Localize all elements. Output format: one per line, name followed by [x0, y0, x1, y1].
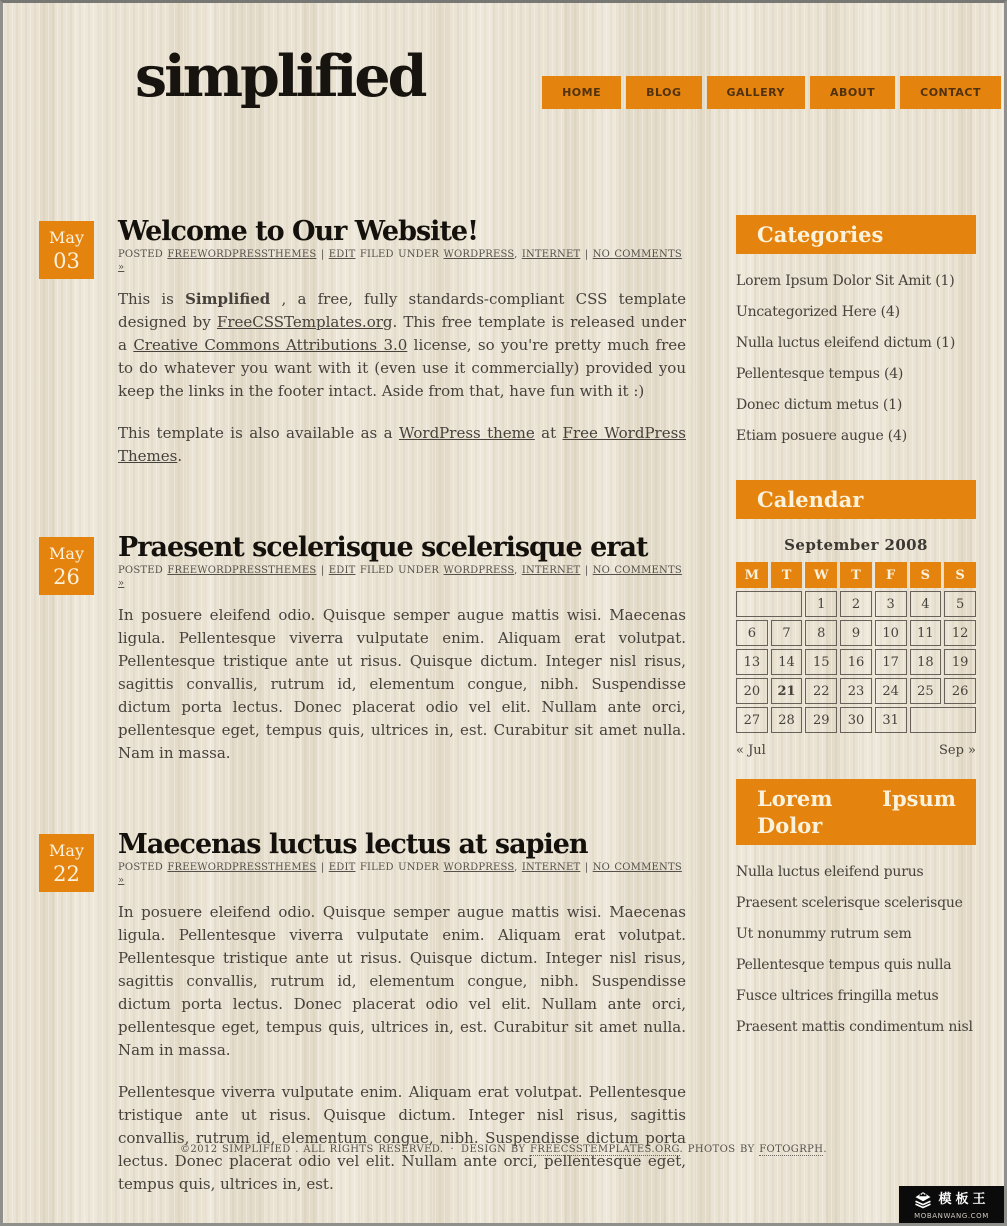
meta-text: POSTED: [118, 565, 168, 576]
footer-text: DESIGN BY: [461, 1144, 531, 1155]
post-date-badge: [39, 221, 94, 279]
post-paragraph: [118, 422, 686, 468]
post-meta: [118, 248, 686, 274]
blogroll-item[interactable]: Nulla luctus eleifend purus: [736, 864, 924, 880]
body-text: This is: [118, 290, 186, 308]
watermark-cn-text: 模板王: [938, 1192, 990, 1207]
post-title[interactable]: Praesent scelerisque scelerisque erat: [118, 532, 648, 563]
calendar-day-cell: 15: [805, 649, 837, 675]
calendar-day-header: F: [875, 562, 907, 588]
meta-text: POSTED: [118, 249, 168, 260]
blogroll-item[interactable]: Praesent mattis condimentum nisl: [736, 1019, 973, 1035]
blogroll-list: [736, 857, 976, 1043]
post-date-month: May: [49, 544, 84, 563]
category-item[interactable]: Donec dictum metus (1): [736, 397, 903, 413]
meta-link[interactable]: FREEWORDPRESSTHEMES: [167, 249, 317, 260]
calendar-day-cell: 28: [771, 707, 803, 733]
nav-contact[interactable]: CONTACT: [900, 76, 1001, 109]
meta-link[interactable]: EDIT: [328, 249, 356, 260]
body-text: at: [534, 424, 563, 442]
blogroll-title-word-ipsum: Ipsum: [882, 786, 956, 811]
calendar-day-cell: 2: [840, 591, 872, 617]
calendar-day-cell: 7: [771, 620, 803, 646]
calendar-body: [736, 591, 976, 733]
meta-text: |: [316, 565, 329, 576]
post-date-badge: [39, 537, 94, 595]
post-paragraph: [118, 1081, 686, 1196]
meta-text: ,: [514, 565, 522, 576]
calendar-head: [736, 562, 976, 588]
calendar-day-cell: 11: [910, 620, 942, 646]
nav-about[interactable]: ABOUT: [810, 76, 895, 109]
body-text: .: [177, 447, 183, 465]
blogroll-item[interactable]: Pellentesque tempus quis nulla: [736, 957, 952, 973]
site-logo[interactable]: simplified: [135, 43, 425, 110]
body-link[interactable]: Creative Commons Attributions 3.0: [133, 336, 408, 354]
meta-text: |: [580, 249, 593, 260]
blogroll-item[interactable]: Praesent scelerisque scelerisque: [736, 895, 963, 911]
calendar-day-header: S: [944, 562, 976, 588]
meta-text: FILED UNDER: [355, 862, 444, 873]
meta-link[interactable]: FREEWORDPRESSTHEMES: [167, 565, 317, 576]
mobanwang-watermark[interactable]: [899, 1186, 1004, 1223]
stacked-layers-icon: [913, 1190, 933, 1210]
blogroll-title-word-lorem: Lorem: [757, 786, 833, 811]
meta-link[interactable]: WORDPRESS: [443, 862, 515, 873]
calendar-day-header: S: [910, 562, 942, 588]
meta-link[interactable]: WORDPRESS: [443, 565, 515, 576]
meta-link[interactable]: INTERNET: [521, 249, 581, 260]
calendar-month-label: September 2008: [784, 536, 928, 554]
calendar-day-cell: 24: [875, 678, 907, 704]
body-text: In posuere eleifend odio. Quisque semper augue mattis wisi. Maecenas ligula. Pellentesque viverra vulputate enim. Aliquam erat volutpat. Pellentesque tristique ante ut risus. Quisque dictum. Integer nisl risus, sagittis convallis, rutrum id, elementum congue, nibh. Suspendisse dictum porta lectus. Donec placerat odio vel elit. Nullam ante orci, pellentesque eget, tempus quis, ultrices in, est. Curabitur sit amet nulla. Nam in massa.: [118, 903, 686, 1059]
watermark-domain-text: MOBANWANG.COM: [914, 1211, 989, 1220]
calendar-day-cell: 17: [875, 649, 907, 675]
footer-text: .: [823, 1144, 827, 1155]
meta-text: POSTED: [118, 862, 168, 873]
post-title[interactable]: Welcome to Our Website!: [118, 216, 478, 247]
calendar-widget: [736, 480, 976, 758]
footer-link[interactable]: FOTOGRPH: [759, 1144, 824, 1155]
category-item[interactable]: Etiam posuere augue (4): [736, 428, 908, 444]
footer-text: . PHOTOS BY: [679, 1144, 760, 1155]
body-text: This template is also available as a: [118, 424, 399, 442]
body-text: license, so you're pretty much free to do whatever you want with it (even use it commercially) provided you keep the links in the footer intact. Aside from that, have fun with it :): [118, 336, 687, 400]
meta-link[interactable]: EDIT: [328, 565, 356, 576]
calendar-day-header: M: [736, 562, 768, 588]
calendar-day-cell: 31: [875, 707, 907, 733]
body-text: , a free, fully standards-compliant CSS template designed by: [118, 290, 686, 331]
blogroll-header: [736, 779, 976, 845]
blogroll-title-line2: Dolor: [757, 813, 823, 838]
calendar-table: [733, 559, 979, 736]
post-paragraph: [118, 901, 686, 1062]
meta-text: ,: [514, 249, 522, 260]
meta-link[interactable]: FREEWORDPRESSTHEMES: [167, 862, 317, 873]
post-paragraph: [118, 288, 686, 403]
sidebar: [736, 215, 976, 1043]
footer-text: ©2012 SIMPLIFIED . ALL RIGHTS RESERVED.: [180, 1144, 444, 1155]
meta-link[interactable]: EDIT: [328, 862, 356, 873]
calendar-day-cell: 12: [944, 620, 976, 646]
post-date-badge: [39, 834, 94, 892]
meta-link[interactable]: NO COMMENTS »: [118, 565, 682, 589]
category-item[interactable]: Pellentesque tempus (4): [736, 366, 904, 382]
body-link[interactable]: WordPress theme: [398, 424, 535, 442]
calendar-day-cell: 6: [736, 620, 768, 646]
calendar-empty-cell: [910, 707, 976, 733]
calendar-day-cell: 4: [910, 591, 942, 617]
meta-link[interactable]: NO COMMENTS »: [118, 862, 682, 886]
meta-text: FILED UNDER: [355, 249, 444, 260]
body-link[interactable]: FreeCSSTemplates.org: [216, 313, 393, 331]
meta-link[interactable]: WORDPRESS: [443, 249, 515, 260]
post-date-month: May: [49, 228, 84, 247]
nav-gallery[interactable]: GALLERY: [707, 76, 805, 109]
body-text: . This free template is released under a: [118, 313, 687, 354]
category-item[interactable]: Uncategorized Here (4): [736, 304, 900, 320]
calendar-day-cell: 14: [771, 649, 803, 675]
body-link[interactable]: Free WordPress Themes: [118, 424, 686, 465]
post-meta: [118, 861, 686, 887]
category-item[interactable]: Nulla luctus eleifend dictum (1): [736, 335, 956, 351]
calendar-day-header: W: [805, 562, 837, 588]
calendar-day-header: T: [840, 562, 872, 588]
post-title[interactable]: Maecenas luctus lectus at sapien: [118, 829, 588, 860]
calendar-day-cell: 23: [840, 678, 872, 704]
post-date-day: 03: [53, 249, 80, 273]
blogroll-widget: [736, 779, 976, 1043]
calendar-day-cell: 29: [805, 707, 837, 733]
footer-separator: ·: [450, 1144, 455, 1155]
post-date-day: 26: [53, 565, 80, 589]
meta-text: |: [316, 249, 329, 260]
body-text: Pellentesque viverra vulputate enim. Aliquam erat volutpat. Pellentesque tristique ante ut risus. Quisque dictum. Integer nisl risus, sagittis convallis, rutrum id, elementum congue, nibh. Suspendisse dictum porta lectus. Donec placerat odio vel elit. Nullam ante orci, pellentesque eget, tempus quis, ultrices in, est.: [118, 1083, 686, 1193]
posts-column: [39, 215, 686, 1226]
calendar-header: Calendar: [736, 480, 976, 519]
meta-link[interactable]: INTERNET: [521, 862, 581, 873]
footer: [3, 1143, 1004, 1157]
main-nav: [542, 76, 1001, 109]
post: [39, 531, 686, 765]
blogroll-item[interactable]: Fusce ultrices fringilla metus: [736, 988, 939, 1004]
calendar-day-cell: 18: [910, 649, 942, 675]
meta-text: |: [580, 565, 593, 576]
body-text: In posuere eleifend odio. Quisque semper augue mattis wisi. Maecenas ligula. Pellentesque viverra vulputate enim. Aliquam erat volutpat. Pellentesque tristique ante ut risus. Quisque dictum. Integer nisl risus, sagittis convallis, rutrum id, elementum congue, nibh. Suspendisse dictum porta lectus. Donec placerat odio vel elit. Nullam ante orci, pellentesque eget, tempus quis, ultrices in, est. Curabitur sit amet nulla. Nam in massa.: [118, 606, 686, 762]
calendar-day-cell: 5: [944, 591, 976, 617]
calendar-empty-cell: [736, 591, 802, 617]
calendar-day-cell: 10: [875, 620, 907, 646]
category-item[interactable]: Lorem Ipsum Dolor Sit Amit (1): [736, 273, 955, 289]
calendar-day-cell: 16: [840, 649, 872, 675]
categories-header: Categories: [736, 215, 976, 254]
calendar-day-cell: 30: [840, 707, 872, 733]
calendar-day-cell: 13: [736, 649, 768, 675]
calendar-day-header: T: [771, 562, 803, 588]
calendar-next-link[interactable]: Sep »: [938, 743, 976, 758]
calendar-day-cell: 8: [805, 620, 837, 646]
bold-text: Simplified: [185, 290, 271, 308]
calendar-day-cell: 20: [736, 678, 768, 704]
calendar-day-cell: 1: [805, 591, 837, 617]
calendar-day-cell: 22: [805, 678, 837, 704]
post: [39, 215, 686, 468]
nav-home[interactable]: HOME: [542, 76, 621, 109]
calendar-prev-link[interactable]: « Jul: [736, 743, 766, 758]
calendar-day-cell: 9: [840, 620, 872, 646]
categories-widget: [736, 215, 976, 452]
calendar-day-cell: 26: [944, 678, 976, 704]
blogroll-item[interactable]: Ut nonummy rutrum sem: [736, 926, 912, 942]
meta-link[interactable]: INTERNET: [521, 565, 581, 576]
post-date-month: May: [49, 841, 84, 860]
meta-text: ,: [514, 862, 522, 873]
blogroll-title-line1: [757, 785, 956, 812]
footer-link[interactable]: FREECSSTEMPLATES.ORG: [530, 1144, 680, 1155]
meta-text: |: [580, 862, 593, 873]
post-paragraph: [118, 604, 686, 765]
meta-link[interactable]: NO COMMENTS »: [118, 249, 682, 273]
categories-list: [736, 266, 976, 452]
calendar-day-cell: 25: [910, 678, 942, 704]
nav-blog[interactable]: BLOG: [626, 76, 701, 109]
calendar-day-cell: 3: [875, 591, 907, 617]
calendar-day-cell: 19: [944, 649, 976, 675]
watermark-top-row: [913, 1190, 989, 1210]
meta-text: FILED UNDER: [355, 565, 444, 576]
calendar-day-cell: 27: [736, 707, 768, 733]
post-date-day: 22: [53, 862, 80, 886]
meta-text: |: [316, 862, 329, 873]
calendar-nav: [736, 743, 976, 758]
post: [39, 828, 686, 1196]
calendar-day-cell: 21: [771, 678, 803, 704]
post-meta: [118, 564, 686, 590]
